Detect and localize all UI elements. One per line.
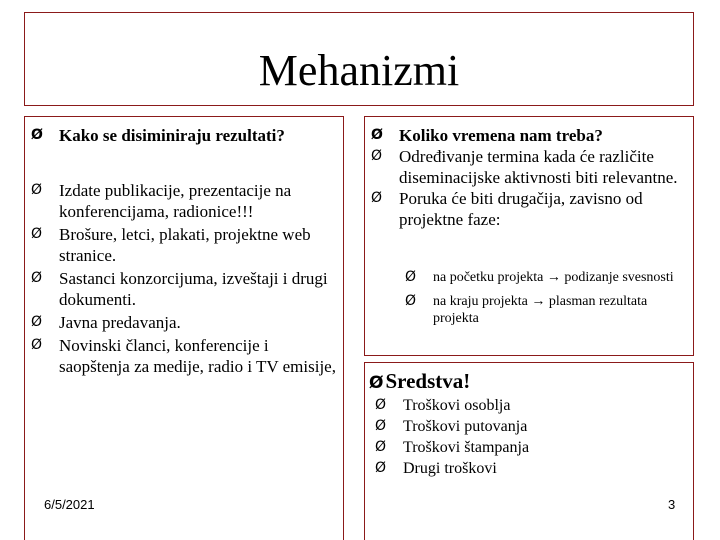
arrow-bullet-icon: Ø <box>31 182 43 198</box>
left-item-text: Izdate publikacije, prezentacije na konferencijama, radionice!!! <box>59 181 292 221</box>
list-item <box>369 395 529 416</box>
list-item <box>25 335 343 377</box>
arrow-bullet-icon: Ø <box>31 337 43 353</box>
arrow-bullet-icon: Ø <box>375 460 387 476</box>
cost-item-text: Troškovi putovanja <box>403 418 528 435</box>
list-item <box>25 180 343 222</box>
arrow-bullet-icon: Ø <box>405 269 417 285</box>
left-item-text: Javna predavanja. <box>59 313 181 332</box>
arrow-bullet-icon: Ø <box>375 397 387 413</box>
right-top-sub-list <box>399 269 689 334</box>
arrow-bullet-icon: Ø <box>369 373 384 393</box>
list-item <box>25 125 343 146</box>
cost-item-text: Drugi troškovi <box>403 460 497 477</box>
list-item <box>369 437 529 458</box>
arrow-bullet-icon: Ø <box>405 293 417 309</box>
left-item-text: Brošure, letci, plakati, projektne web stranice. <box>59 225 311 265</box>
left-bullet-list <box>25 125 343 379</box>
title-box <box>24 12 694 106</box>
list-item <box>365 146 687 188</box>
footer-date: 6/5/2021 <box>44 497 95 512</box>
arrow-bullet-icon: Ø <box>371 127 383 143</box>
list-item <box>369 416 529 437</box>
list-item <box>399 293 689 327</box>
left-content-box <box>24 116 344 540</box>
sredstva-heading <box>369 369 470 394</box>
arrow-bullet-icon: Ø <box>375 418 387 434</box>
list-item <box>25 312 343 333</box>
right-item-text: Poruka će biti drugačija, zavisno od projektne faze: <box>399 189 643 229</box>
sub-item-text: na kraju projekta → plasman rezultata projekta <box>433 294 648 326</box>
right-bottom-content-box <box>364 362 694 540</box>
arrow-bullet-icon: Ø <box>375 439 387 455</box>
slide-title: Mehanizmi <box>258 46 460 95</box>
right-item-text: Određivanje termina kada će različite diseminacijske aktivnosti biti relevantne. <box>399 147 678 187</box>
arrow-bullet-icon: Ø <box>31 270 43 286</box>
list-item <box>399 269 689 286</box>
arrow-bullet-icon: Ø <box>31 314 43 330</box>
list-item <box>25 268 343 310</box>
arrow-bullet-icon: Ø <box>371 190 383 206</box>
sub-item-text: na početku projekta → podizanje svesnosti <box>433 270 674 285</box>
arrow-bullet-icon: Ø <box>31 226 43 242</box>
right-top-bullet-list <box>365 125 687 230</box>
right-top-content-box <box>364 116 694 356</box>
list-item <box>365 125 687 146</box>
costs-list <box>369 395 529 479</box>
cost-item-text: Troškovi osoblja <box>403 397 511 414</box>
page-number: 3 <box>668 497 676 512</box>
left-item-text: Sastanci konzorcijuma, izveštaji i drugi dokumenti. <box>59 269 328 309</box>
left-item-text: Novinski članci, konferencije i saopštenja za medije, radio i TV emisije, <box>59 336 336 376</box>
list-item <box>25 224 343 266</box>
list-item <box>365 188 687 230</box>
sredstva-heading-text: Sredstva! <box>385 369 471 393</box>
left-question: Kako se disiminiraju rezultati? <box>59 126 285 145</box>
arrow-bullet-icon: Ø <box>31 127 43 143</box>
right-question: Koliko vremena nam treba? <box>399 126 603 145</box>
list-item <box>369 458 529 479</box>
arrow-bullet-icon: Ø <box>371 148 383 164</box>
cost-item-text: Troškovi štampanja <box>403 439 530 456</box>
